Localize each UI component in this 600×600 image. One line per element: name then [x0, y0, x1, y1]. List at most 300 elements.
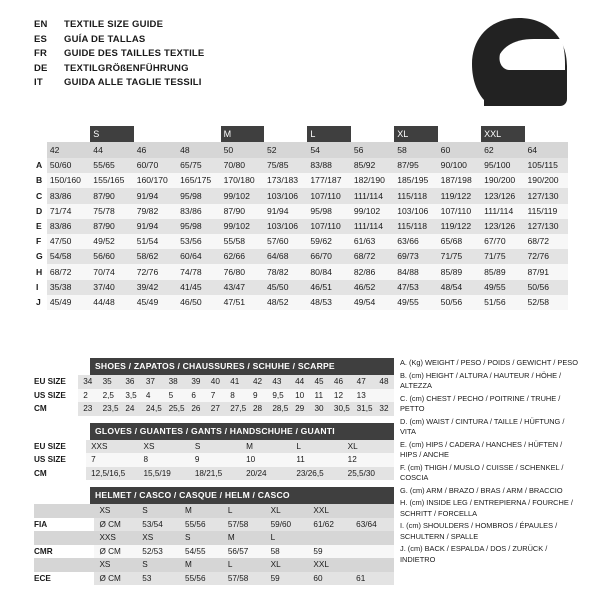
header-row — [34, 62, 364, 77]
table-cell: 5 — [164, 389, 187, 403]
table-cell: 95/100 — [481, 158, 524, 173]
table-row — [34, 188, 568, 203]
numeric-header-42: 42 — [47, 142, 90, 158]
table-cell: 70/80 — [221, 158, 264, 173]
table-cell: 13 — [352, 389, 375, 403]
legend-item: D. (cm) WAIST / CINTURA / TAILLE / HÜFTUNG / VITA — [400, 416, 565, 436]
table-cell: 62/66 — [221, 249, 264, 264]
row-label: US SIZE — [34, 390, 66, 400]
numeric-header-44: 44 — [90, 142, 133, 158]
table-header-cell: XL — [266, 504, 309, 518]
table-cell: 45/50 — [264, 280, 307, 295]
table-row — [34, 375, 394, 389]
table-cell: M — [241, 440, 291, 454]
table-cell: 87/90 — [90, 188, 133, 203]
section-spacer — [34, 480, 394, 487]
table-header-cell: S — [180, 531, 223, 545]
table-cell: 91/94 — [134, 219, 177, 234]
row-label: ECE — [34, 573, 51, 583]
table-cell: 51/56 — [481, 295, 524, 310]
table-cell: 103/106 — [394, 204, 437, 219]
legend-item: C. (cm) CHEST / PECHO / POITRINE / TRUHE / PETTO — [400, 393, 561, 413]
legend-item: B. (cm) HEIGHT / ALTURA / HAUTEUR / HÖHE / ALTEZZA — [400, 370, 562, 390]
row-label-empty — [34, 504, 94, 518]
table-cell: 47/50 — [47, 234, 90, 249]
table-header-cell: XL — [266, 558, 309, 572]
table-cell: 61/63 — [351, 234, 394, 249]
legend-item: E. (cm) HIPS / CADERA / HANCHES / HÜFTEN / HIPS / ANCHE — [400, 439, 563, 459]
legend-item: H. (cm) INSIDE LEG / ENTREPIERNA / FOURCHE / SCHRITT / FORCELLA — [400, 498, 573, 518]
helmet-section-title: HELMET / CASCO / CASQUE / HELM / CASCO — [90, 487, 394, 504]
header-row — [34, 47, 364, 62]
row-label: B — [36, 175, 43, 186]
table-header-cell: S — [137, 558, 180, 572]
table-row — [34, 249, 568, 264]
table-cell: 76/80 — [221, 264, 264, 279]
header-title-text: GUIDA ALLE TAGLIE TESSILI — [64, 77, 202, 88]
table-cell: 24,5 — [141, 402, 164, 416]
header-row — [34, 76, 364, 91]
row-label: CM — [34, 468, 47, 478]
row-label: I — [36, 281, 39, 292]
table-header-row — [34, 531, 394, 545]
table-cell: XXS — [86, 440, 138, 454]
table-cell: 46/51 — [307, 280, 350, 295]
header-row — [34, 33, 364, 48]
table-cell: 107/110 — [307, 188, 350, 203]
table-header-cell: XXL — [308, 504, 351, 518]
table-row — [34, 280, 568, 295]
table-cell: 87/90 — [90, 219, 133, 234]
legend-item: I. (cm) SHOULDERS / HOMBROS / ÉPAULES / SCHULTERN / SPALLE — [400, 521, 558, 541]
table-cell: 48/52 — [264, 295, 307, 310]
table-cell: 48/53 — [307, 295, 350, 310]
header-lang-code: DE — [34, 62, 48, 74]
gloves-section-title: GLOVES / GUANTES / GANTS / HANDSCHUHE / GUANTI — [90, 423, 394, 440]
table-cell: 46 — [329, 375, 352, 389]
table-cell: 56/60 — [90, 249, 133, 264]
row-label: H — [36, 266, 43, 277]
table-cell: 49/55 — [481, 280, 524, 295]
numeric-header-60: 60 — [438, 142, 481, 158]
table-cell: 57/60 — [264, 234, 307, 249]
header-title-text: TEXTILGRÖßENFÜHRUNG — [64, 62, 189, 74]
table-cell: 44 — [290, 375, 309, 389]
table-cell: 63/66 — [394, 234, 437, 249]
table-cell: 43 — [267, 375, 290, 389]
table-cell: 95/98 — [307, 204, 350, 219]
table-cell: 83/86 — [177, 204, 220, 219]
table-row — [34, 572, 394, 586]
numeric-header-48: 48 — [177, 142, 220, 158]
table-cell: 65/75 — [177, 158, 220, 173]
table-cell: 7 — [86, 453, 138, 467]
table-row — [34, 264, 568, 279]
table-header-cell: XXL — [308, 558, 351, 572]
table-cell: 54/58 — [47, 249, 90, 264]
table-cell: 99/102 — [351, 204, 394, 219]
numeric-header-62: 62 — [481, 142, 524, 158]
header-lang-code: EN — [34, 19, 48, 30]
row-label-empty — [34, 531, 94, 545]
table-cell-empty — [351, 545, 394, 559]
shoes-section-title: SHOES / ZAPATOS / CHAUSSURES / SCHUHE / SCARPE — [90, 358, 394, 375]
table-cell: 53/56 — [177, 234, 220, 249]
table-cell: 10 — [241, 453, 291, 467]
table-cell: 45/49 — [47, 295, 90, 310]
table-cell: 12 — [343, 453, 394, 467]
legend-item: F. (cm) THIGH / MUSLO / CUISSE / SCHENKEL / COSCIA — [400, 462, 564, 482]
table-cell: 65/68 — [438, 234, 481, 249]
table-cell: 25,5/30 — [343, 467, 394, 481]
table-cell: 11 — [291, 453, 342, 467]
table-cell: 70/74 — [90, 264, 133, 279]
table-cell: 119/122 — [438, 219, 481, 234]
row-label-empty — [34, 558, 94, 572]
table-cell: 111/114 — [351, 188, 394, 203]
table-cell: 31,5 — [352, 402, 375, 416]
table-cell: 60/64 — [177, 249, 220, 264]
table-cell: 165/175 — [177, 173, 220, 188]
table-cell: 8 — [139, 453, 190, 467]
table-cell: 115/118 — [394, 219, 437, 234]
table-cell: 45/49 — [134, 295, 177, 310]
table-cell: 47 — [352, 375, 375, 389]
table-cell: 107/110 — [438, 204, 481, 219]
table-header-cell: S — [137, 504, 180, 518]
size-header-m: M — [221, 126, 264, 142]
table-cell: 66/70 — [307, 249, 350, 264]
helmet-icon — [464, 14, 574, 110]
table-cell: 83/86 — [47, 219, 90, 234]
table-cell: 40 — [206, 375, 225, 389]
size-header-l: L — [307, 126, 350, 142]
table-cell: 91/94 — [264, 204, 307, 219]
row-label: CM — [34, 404, 47, 414]
table-cell: 63/64 — [351, 518, 394, 532]
table-cell: 103/106 — [264, 219, 307, 234]
table-cell: 85/89 — [481, 264, 524, 279]
row-label: D — [36, 205, 43, 216]
table-cell: 48/54 — [438, 280, 481, 295]
table-row — [34, 402, 394, 416]
row-label: F — [36, 236, 42, 247]
table-cell: 115/119 — [525, 204, 568, 219]
table-cell: 60 — [308, 572, 351, 586]
table-cell: 52/58 — [525, 295, 568, 310]
table-cell: 9 — [248, 389, 267, 403]
table-cell: 99/102 — [221, 188, 264, 203]
table-cell: 30 — [310, 402, 329, 416]
table-cell: 190/200 — [525, 173, 568, 188]
table-cell: 41/45 — [177, 280, 220, 295]
table-cell: 44/48 — [90, 295, 133, 310]
table-cell: 20/24 — [241, 467, 291, 481]
table-cell: 49/54 — [351, 295, 394, 310]
table-cell: 82/86 — [351, 264, 394, 279]
size-header-blank — [264, 126, 307, 142]
table-cell: 47/53 — [394, 280, 437, 295]
table-header-cell: L — [266, 531, 309, 545]
table-cell: 55/65 — [90, 158, 133, 173]
table-cell: 61 — [351, 572, 394, 586]
table-numeric-header-row — [34, 142, 568, 158]
table-cell — [374, 389, 394, 403]
table-cell: XS — [139, 440, 190, 454]
table-cell: 75/78 — [90, 204, 133, 219]
table-header-cell: L — [223, 504, 266, 518]
table-cell: 18/21,5 — [190, 467, 241, 481]
numeric-header-64: 64 — [525, 142, 568, 158]
table-cell: XL — [343, 440, 394, 454]
numeric-header-56: 56 — [351, 142, 394, 158]
table-cell: 95/98 — [177, 188, 220, 203]
table-cell: 90/100 — [438, 158, 481, 173]
size-header-blank — [177, 126, 220, 142]
table-cell: 37/40 — [90, 280, 133, 295]
legend-item: A. (Kg) WEIGHT / PESO / POIDS / GEWICHT / PESO — [400, 358, 578, 367]
table-cell: 35/38 — [47, 280, 90, 295]
unit-cell: Ø CM — [94, 518, 137, 532]
table-cell: 36 — [120, 375, 141, 389]
table-cell: 71/75 — [438, 249, 481, 264]
table-cell: 68/72 — [351, 249, 394, 264]
table-cell: 37 — [141, 375, 164, 389]
table-cell: 87/95 — [394, 158, 437, 173]
table-size-header-row — [34, 126, 568, 142]
table-cell: 28,5 — [267, 402, 290, 416]
table-cell: 55/56 — [180, 518, 223, 532]
table-row — [34, 389, 394, 403]
numeric-header-58: 58 — [394, 142, 437, 158]
table-cell: 29 — [290, 402, 309, 416]
row-label: J — [36, 296, 41, 307]
table-cell: 15,5/19 — [139, 467, 190, 481]
size-header-blank — [351, 126, 394, 142]
table-cell: 59/60 — [266, 518, 309, 532]
row-label: C — [36, 190, 43, 201]
unit-cell: Ø CM — [94, 545, 137, 559]
legend-item: J. (cm) BACK / ESPALDA / DOS / ZURÜCK / INDIETRO — [400, 544, 548, 564]
gloves-table — [34, 440, 394, 481]
measurement-legend — [400, 358, 580, 567]
header-lang-code: FR — [34, 48, 48, 59]
table-cell: 107/110 — [307, 219, 350, 234]
table-cell: 170/180 — [221, 173, 264, 188]
table-header-cell: M — [223, 531, 266, 545]
numeric-header-52: 52 — [264, 142, 307, 158]
table-cell: 2 — [78, 389, 97, 403]
table-cell: 85/92 — [351, 158, 394, 173]
table-cell: 58/62 — [134, 249, 177, 264]
table-cell: 55/56 — [180, 572, 223, 586]
table-cell: 32 — [374, 402, 394, 416]
table-cell: 6 — [186, 389, 205, 403]
row-label: EU SIZE — [34, 377, 66, 387]
table-cell: 50/56 — [525, 280, 568, 295]
table-cell: 150/160 — [47, 173, 90, 188]
table-cell: 23,5 — [98, 402, 121, 416]
table-cell: 50/56 — [438, 295, 481, 310]
table-row — [34, 518, 394, 532]
table-cell: 91/94 — [134, 188, 177, 203]
table-cell: S — [190, 440, 241, 454]
size-header-xl: XL — [394, 126, 437, 142]
table-cell: 52/53 — [137, 545, 180, 559]
table-cell: 3,5 — [120, 389, 141, 403]
table-cell: 83/86 — [47, 188, 90, 203]
table-cell: 34 — [78, 375, 97, 389]
table-cell: 111/114 — [351, 219, 394, 234]
row-label: G — [36, 251, 43, 262]
table-header-pad — [308, 531, 351, 545]
numeric-header-54: 54 — [307, 142, 350, 158]
table-cell: 27 — [206, 402, 225, 416]
table-cell: 74/78 — [177, 264, 220, 279]
table-cell: 187/198 — [438, 173, 481, 188]
table-header-cell: L — [223, 558, 266, 572]
table-cell: 35 — [98, 375, 121, 389]
table-cell: 155/165 — [90, 173, 133, 188]
table-cell: 43/47 — [221, 280, 264, 295]
table-cell: 87/90 — [221, 204, 264, 219]
size-header-blank — [525, 126, 568, 142]
empty-corner — [34, 126, 47, 142]
table-cell: 185/195 — [394, 173, 437, 188]
table-header-cell: XXS — [94, 531, 137, 545]
table-cell: 23 — [78, 402, 97, 416]
table-cell: 51/54 — [134, 234, 177, 249]
row-label: A — [36, 160, 43, 171]
table-cell: 28 — [248, 402, 267, 416]
row-label: EU SIZE — [34, 441, 66, 451]
table-cell: 12 — [329, 389, 352, 403]
table-cell: 177/187 — [307, 173, 350, 188]
table-row — [34, 204, 568, 219]
table-cell: 79/82 — [134, 204, 177, 219]
row-label: E — [36, 221, 42, 232]
table-row — [34, 453, 394, 467]
body-measurements-table — [34, 126, 568, 310]
table-cell: 111/114 — [481, 204, 524, 219]
table-cell: 115/118 — [394, 188, 437, 203]
table-cell: 61/62 — [308, 518, 351, 532]
table-cell: 64/68 — [264, 249, 307, 264]
table-header-cell: M — [180, 558, 223, 572]
numeric-header-46: 46 — [134, 142, 177, 158]
table-cell: 123/126 — [481, 219, 524, 234]
table-cell: 68/72 — [525, 234, 568, 249]
header-languages — [34, 18, 364, 91]
unit-cell: Ø CM — [94, 572, 137, 586]
table-cell: 59/62 — [307, 234, 350, 249]
empty-corner — [34, 142, 47, 158]
table-cell: 2,5 — [98, 389, 121, 403]
table-cell: 71/75 — [481, 249, 524, 264]
size-header-blank — [438, 126, 481, 142]
table-cell: 80/84 — [307, 264, 350, 279]
table-row — [34, 219, 568, 234]
size-header-blank — [134, 126, 177, 142]
row-label: FIA — [34, 519, 48, 529]
table-cell: 83/88 — [307, 158, 350, 173]
table-cell: 39 — [186, 375, 205, 389]
table-cell: 71/74 — [47, 204, 90, 219]
table-row — [34, 467, 394, 481]
table-cell: 27,5 — [225, 402, 248, 416]
table-header-cell: XS — [137, 531, 180, 545]
shoes-table — [34, 375, 394, 416]
header-title-text: GUÍA DE TALLAS — [64, 33, 146, 45]
table-cell: 57/58 — [223, 572, 266, 586]
table-cell: 47/51 — [221, 295, 264, 310]
table-cell: 87/91 — [525, 264, 568, 279]
table-cell: 56/57 — [223, 545, 266, 559]
table-cell: 39/42 — [134, 280, 177, 295]
table-cell: 127/130 — [525, 188, 568, 203]
table-cell: 30,5 — [329, 402, 352, 416]
size-header-xxl: XXL — [481, 126, 524, 142]
table-cell: 103/106 — [264, 188, 307, 203]
table-cell: 58 — [266, 545, 309, 559]
table-cell: 49/52 — [90, 234, 133, 249]
table-cell: 48 — [374, 375, 394, 389]
table-header-row — [34, 558, 394, 572]
table-row — [34, 545, 394, 559]
table-cell: 173/183 — [264, 173, 307, 188]
table-cell: 60/70 — [134, 158, 177, 173]
header-title-text: GUIDE DES TAILLES TEXTILE — [64, 48, 205, 59]
table-cell: 53/54 — [137, 518, 180, 532]
table-cell: 59 — [308, 545, 351, 559]
table-cell: 24 — [120, 402, 141, 416]
table-cell: 26 — [186, 402, 205, 416]
table-cell: 182/190 — [351, 173, 394, 188]
table-header-pad — [351, 531, 394, 545]
table-cell: 69/73 — [394, 249, 437, 264]
legend-item: G. (cm) ARM / BRAZO / BRAS / ARM / BRACCIO — [400, 485, 563, 495]
table-cell: 9,5 — [267, 389, 290, 403]
table-row — [34, 295, 568, 310]
row-label: US SIZE — [34, 455, 66, 465]
table-cell: 10 — [290, 389, 309, 403]
table-cell: L — [291, 440, 342, 454]
table-cell: 59 — [266, 572, 309, 586]
table-header-cell: XS — [94, 504, 137, 518]
table-row — [34, 234, 568, 249]
table-cell: 99/102 — [221, 219, 264, 234]
table-header-pad — [351, 504, 394, 518]
table-cell: 38 — [164, 375, 187, 389]
table-cell: 72/76 — [134, 264, 177, 279]
table-header-pad — [351, 558, 394, 572]
table-cell: 23/26,5 — [291, 467, 342, 481]
table-row — [34, 440, 394, 454]
table-cell: 127/130 — [525, 219, 568, 234]
table-header-cell: M — [180, 504, 223, 518]
table-cell: 84/88 — [394, 264, 437, 279]
header-row — [34, 18, 364, 33]
table-row — [34, 173, 568, 188]
header-title-text: TEXTILE SIZE GUIDE — [64, 19, 164, 30]
table-cell: 160/170 — [134, 173, 177, 188]
table-cell: 55/58 — [221, 234, 264, 249]
table-cell: 9 — [190, 453, 241, 467]
table-cell: 57/58 — [223, 518, 266, 532]
table-cell: 25,5 — [164, 402, 187, 416]
table-cell: 46/52 — [351, 280, 394, 295]
helmet-table — [34, 504, 394, 585]
